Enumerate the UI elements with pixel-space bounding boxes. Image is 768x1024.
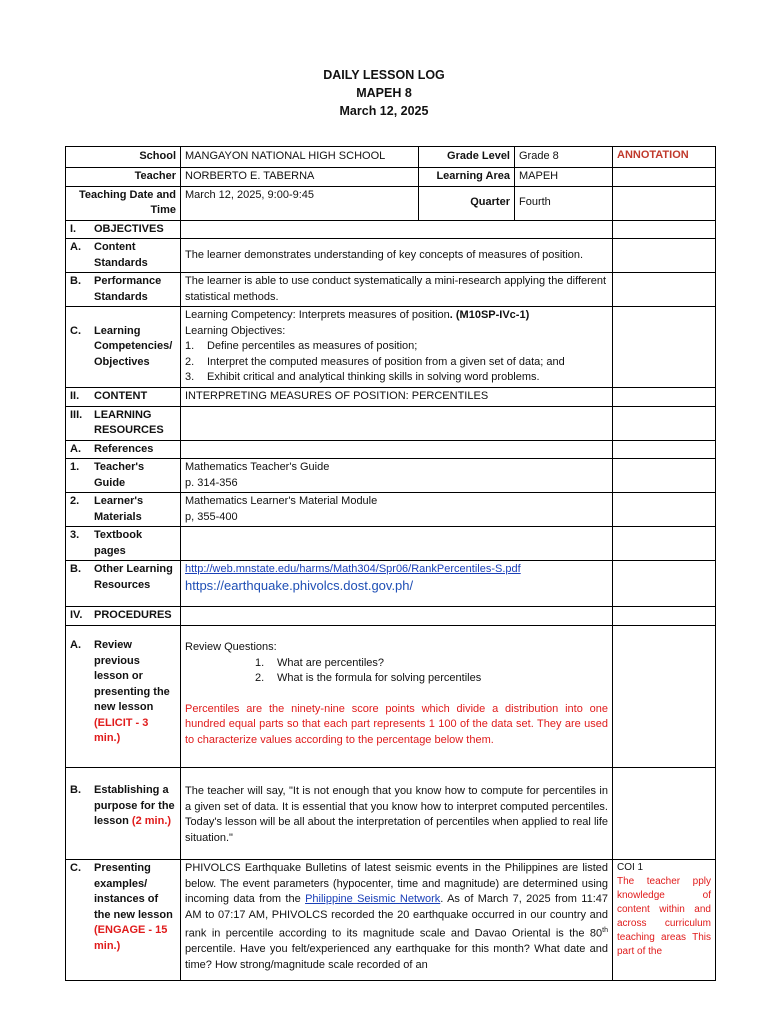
- section-teachers-guide: 1. Teacher's Guide: [66, 459, 181, 493]
- annotation-title: COI 1: [617, 862, 644, 873]
- examples-time-tag: (ENGAGE - 15 min.): [94, 924, 168, 952]
- annotation-cell: [613, 186, 716, 220]
- section-textbook-pages: 3. Textbook pages: [66, 527, 181, 561]
- annotation-cell: [613, 239, 716, 273]
- section-content: II. CONTENT: [66, 388, 181, 407]
- review-time-tag: (ELICIT - 3 min.): [94, 716, 149, 744]
- lesson-log-table: [65, 146, 716, 981]
- references-content: [181, 440, 613, 459]
- examples-annotation: [613, 860, 716, 981]
- purpose-text: The teacher will say, "It is not enough that you know how to compute for percentiles in a given set of data. It is essential that you know how to interpret computed percentiles. Today's lesson will be all about the interpretation of percentiles when applied to real life situation.": [181, 768, 613, 860]
- annotation-cell: [613, 527, 716, 561]
- learning-objectives-list: [185, 339, 608, 386]
- annotation-header: ANNOTATION: [613, 147, 716, 168]
- learning-resources-content: [181, 406, 613, 440]
- school-label: School: [66, 147, 181, 168]
- philippine-seismic-network-link[interactable]: Philippine Seismic Network: [305, 893, 441, 905]
- review-questions-label: Review Questions:: [185, 641, 277, 653]
- annotation-cell: [613, 607, 716, 626]
- teaching-datetime-value: March 12, 2025, 9:00-9:45: [181, 186, 419, 220]
- learning-area-label: Learning Area: [419, 168, 515, 187]
- content-text: INTERPRETING MEASURES OF POSITION: PERCENTILES: [181, 388, 613, 407]
- content-standards-text: The learner demonstrates understanding of key concepts of measures of position.: [181, 239, 613, 273]
- document-title: DAILY LESSON LOG: [323, 68, 445, 82]
- annotation-cell: [613, 168, 716, 187]
- teachers-guide-title: Mathematics Teacher's Guide: [185, 461, 330, 473]
- other-resources-content: [181, 561, 613, 607]
- list-item: 3. Exhibit critical and analytical thinking skills in solving word problems.: [185, 371, 540, 383]
- annotation-cell: [613, 440, 716, 459]
- section-purpose: B. Establishing a purpose for the lesson (2 min.): [66, 768, 181, 860]
- annotation-cell: [613, 459, 716, 493]
- list-item: 1. Define percentiles as measures of position;: [185, 340, 418, 352]
- annotation-cell: [613, 220, 716, 239]
- mnstate-link[interactable]: http://web.mnstate.edu/harms/Math304/Spr06/RankPercentiles-S.pdf: [185, 563, 521, 575]
- annotation-cell: [613, 273, 716, 307]
- review-answer: Percentiles are the ninety-nine score points which divide a distribution into one hundred equal parts so that each part represents 1 100 of the data set. They are used to characterize values according to the percentage below them.: [185, 702, 608, 746]
- annotation-text: The teacher pply knowledge of content within and across curriculum teaching areas This part of the: [617, 876, 711, 957]
- learning-area-value: MAPEH: [515, 168, 613, 187]
- section-objectives: I. OBJECTIVES: [66, 220, 181, 239]
- section-references: A. References: [66, 440, 181, 459]
- learners-materials-content: [181, 493, 613, 527]
- learners-materials-pages: p, 355-400: [185, 510, 238, 523]
- document-header: [0, 66, 768, 120]
- list-item: 2. Interpret the computed measures of position from a given set of data; and: [185, 355, 565, 368]
- teacher-value: NORBERTO E. TABERNA: [181, 168, 419, 187]
- section-content-standards: A. Content Standards: [66, 239, 181, 273]
- annotation-cell: [613, 406, 716, 440]
- phivolcs-link[interactable]: https://earthquake.phivolcs.dost.gov.ph/: [185, 577, 414, 593]
- performance-standards-text: The learner is able to use conduct systematically a mini-research applying the different statistical methods.: [181, 273, 613, 307]
- examples-text: PHIVOLCS Earthquake Bulletins of latest seismic events in the Philippines are listed below. The event parameters (hypocenter, time and magnitude) are determined using incoming data from the Philippine Seismic Network. As of March 7, 2025 from 11:47 AM to 07:17 AM, PHIVOLCS recorded the 20 earthquake occurred in our country and rank in percentile according to its magnitude scale and Davao Oriental is the 80th percentile. Have you felt/experienced any earthquake for this month? What date and time? How strong/magnitude scale recorded of an: [181, 860, 613, 981]
- quarter-label: Quarter: [419, 186, 515, 220]
- list-item: 1. What are percentiles?: [255, 656, 384, 669]
- quarter-value: Fourth: [515, 186, 613, 220]
- section-learning-competencies: C. Learning Competencies/ Objectives: [66, 307, 181, 388]
- school-value: MANGAYON NATIONAL HIGH SCHOOL: [181, 147, 419, 168]
- annotation-cell: [613, 561, 716, 607]
- purpose-time-tag: (2 min.): [131, 815, 172, 827]
- annotation-cell: [613, 626, 716, 768]
- section-other-resources: B. Other Learning Resources: [66, 561, 181, 607]
- section-review: A. Review previous lesson or presenting the new lesson (ELICIT - 3 min.): [66, 626, 181, 768]
- learners-materials-title: Mathematics Learner's Material Module: [185, 495, 378, 507]
- learning-competencies-content: [181, 307, 613, 388]
- annotation-cell: [613, 493, 716, 527]
- section-performance-standards: B. Performance Standards: [66, 273, 181, 307]
- teachers-guide-content: [181, 459, 613, 493]
- grade-level-value: Grade 8: [515, 147, 613, 168]
- document-date: March 12, 2025: [339, 104, 429, 118]
- annotation-cell: [613, 388, 716, 407]
- annotation-cell: [613, 768, 716, 860]
- textbook-pages-content: [181, 527, 613, 561]
- procedures-content: [181, 607, 613, 626]
- document-subject: MAPEH 8: [356, 86, 412, 100]
- section-procedures: IV. PROCEDURES: [66, 607, 181, 626]
- learning-objectives-label: Learning Objectives:: [185, 324, 286, 337]
- learning-competency: Learning Competency: Interprets measures of position. (M10SP-IVc-1): [185, 309, 530, 321]
- teachers-guide-pages: p. 314-356: [185, 476, 238, 489]
- list-item: 2. What is the formula for solving percentiles: [255, 672, 482, 684]
- review-questions-list: [185, 656, 608, 687]
- objectives-content: [181, 220, 613, 239]
- section-learners-materials: 2. Learner's Materials: [66, 493, 181, 527]
- teaching-datetime-label: Teaching Date and Time: [66, 186, 181, 220]
- section-examples: C. Presenting examples/ instances of the new lesson (ENGAGE - 15 min.): [66, 860, 181, 981]
- annotation-cell: [613, 307, 716, 388]
- grade-level-label: Grade Level: [419, 147, 515, 168]
- teacher-label: Teacher: [66, 168, 181, 187]
- review-content: [181, 626, 613, 768]
- section-learning-resources: III. LEARNING RESOURCES: [66, 406, 181, 440]
